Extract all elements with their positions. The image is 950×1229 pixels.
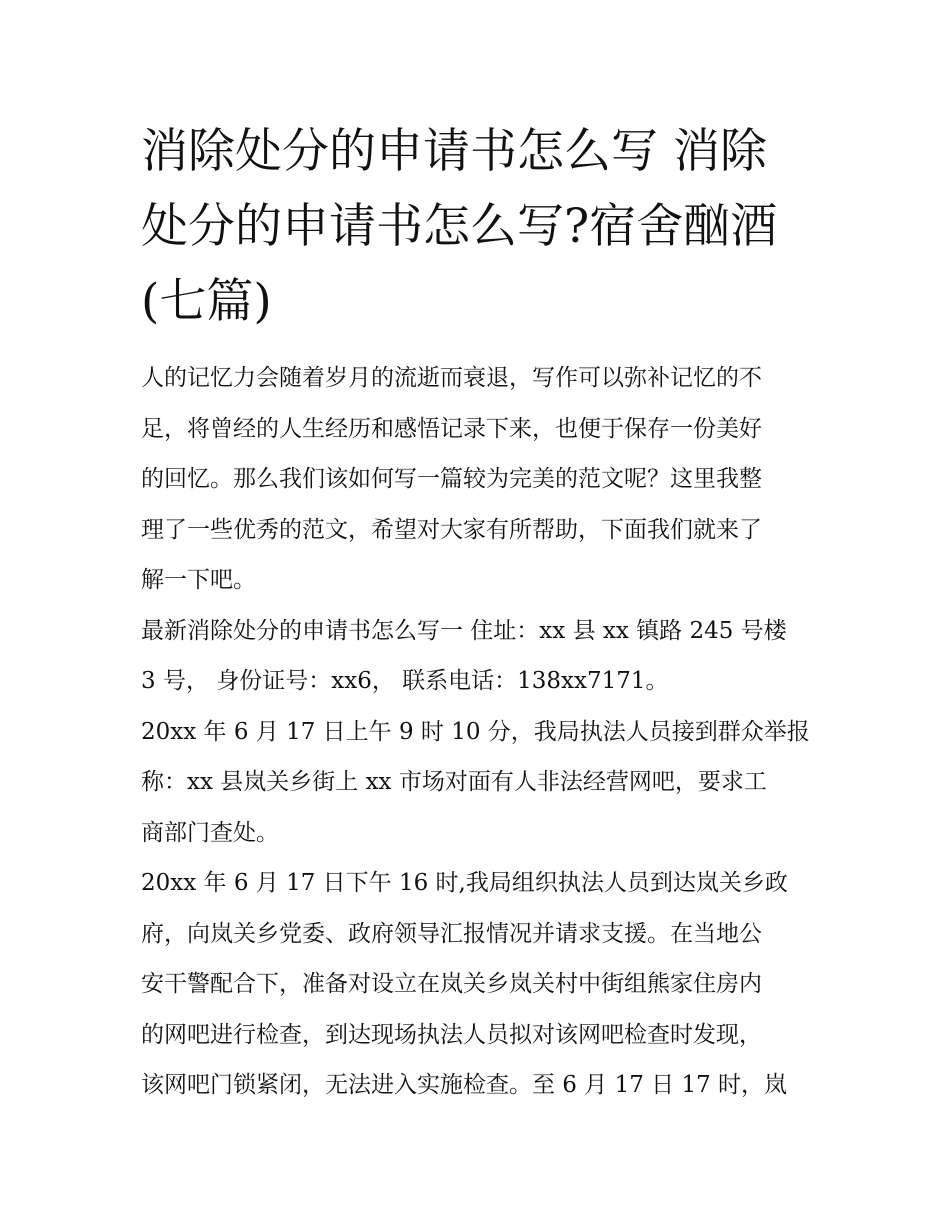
document-content	[141, 114, 813, 1111]
report-paragraph	[141, 707, 813, 859]
text-line: 该网吧门锁紧闭，无法进入实施检查。至 6 月 17 日 17 时，岚	[141, 1072, 788, 1098]
text-line: 安干警配合下，准备对设立在岚关乡岚关村中街组熊家住房内	[141, 971, 762, 997]
title-line: (七篇)	[141, 274, 272, 329]
text-line: 20xx 年 6 月 17 日下午 16 时,我局组织执法人员到达岚关乡政	[141, 870, 788, 896]
text-line: 3 号， 身份证号：xx6， 联系电话：138xx7171。	[141, 668, 669, 694]
document-title	[141, 114, 813, 339]
text-line: 20xx 年 6 月 17 日上午 9 时 10 分，我局执法人员接到群众举报	[141, 718, 810, 745]
text-line: 解一下吧。	[141, 567, 256, 593]
document-body	[141, 353, 813, 1111]
text-line: 足，将曾经的人生经历和感悟记录下来，也便于保存一份美好	[141, 415, 762, 442]
text-line: 的网吧进行检查，到达现场执法人员拟对该网吧检查时发现，	[141, 1021, 762, 1048]
intro-paragraph	[141, 353, 813, 606]
text-line: 商部门查处。	[141, 819, 279, 846]
title-line: 处分的申请书怎么写?宿舍酗酒	[141, 199, 778, 254]
text-line: 人的记忆力会随着岁月的流逝而衰退，写作可以弥补记忆的不	[141, 365, 762, 391]
inspection-paragraph	[141, 858, 813, 1111]
title-line: 消除处分的申请书怎么写 消除	[141, 124, 767, 179]
text-line: 称：xx 县岚关乡街上 xx 市场对面有人非法经营网吧，要求工	[141, 769, 767, 795]
text-line: 理了一些优秀的范文，希望对大家有所帮助，下面我们就来了	[141, 516, 762, 543]
text-line: 府，向岚关乡党委、政府领导汇报情况并请求支援。在当地公	[141, 920, 762, 947]
address-paragraph	[141, 606, 813, 707]
text-line: 的回忆。那么我们该如何写一篇较为完美的范文呢？这里我整	[141, 466, 762, 492]
text-line: 最新消除处分的申请书怎么写一 住址：xx 县 xx 镇路 245 号楼	[141, 617, 787, 644]
